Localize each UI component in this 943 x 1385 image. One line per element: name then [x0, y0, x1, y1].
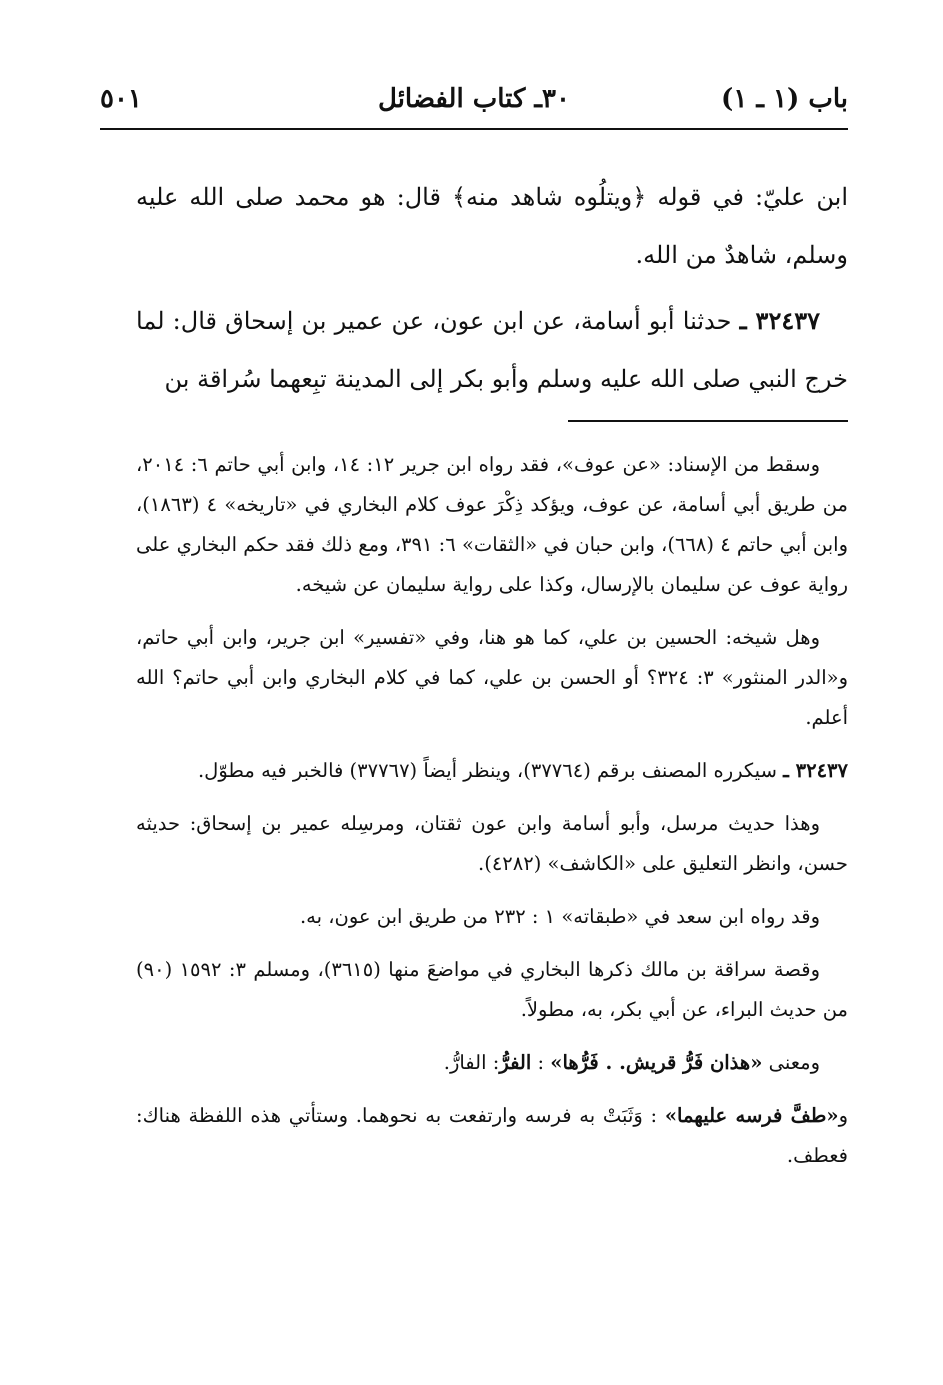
footnote-paragraph-4: وهذا حديث مرسل، وأبو أسامة وابن عون ثقتان، ومرسِله عمير بن إسحاق: حديثه حسن، وانظر التعليق على «الكاشف» (٤٢٨٢).	[136, 812, 848, 875]
footnote-8-phrase: «طفَّ فرسه عليهما»	[664, 1104, 839, 1127]
main-paragraph-2	[136, 292, 848, 408]
footnote-paragraph-5: وقد رواه ابن سعد في «طبقاته» ١ : ٢٣٢ من طريق ابن عون، به.	[299, 905, 820, 928]
header-divider	[100, 128, 848, 130]
footnote-paragraph-7	[136, 1043, 848, 1083]
footnote-divider	[568, 420, 848, 422]
running-header	[100, 80, 848, 120]
footnote-paragraph-6: وقصة سراقة بن مالك ذكرها البخاري في مواضعَ منها (٣٦١٥)، ومسلم ٣: ١٥٩٢ (٩٠) من حديث البراء، عن أبي بكر، به، مطولاً.	[136, 958, 848, 1021]
footnote-paragraph-8	[136, 1096, 848, 1176]
footnote-paragraph-1: وسقط من الإسناد: «عن عوف»، فقد رواه ابن جرير ١٢: ١٤، وابن أبي حاتم ٦: ٢٠١٤، من طريق أبي أسامة، عن عوف، ويؤكد ذِكْرَ عوف كلام البخاري في «تاريخه» ٤ (١٨٦٣)، وابن أبي حاتم ٤ (٦٦٨)، وابن حبان في «الثقات» ٦: ٣٩١، ومع ذلك فقد حكم البخاري على رواية عوف عن سليمان بالإرسال، وكذا على رواية سليمان عن شيخه.	[136, 453, 849, 596]
chapter-label: باب (١ ـ ١)	[721, 84, 848, 114]
footnote-7-term: الفرُّ	[499, 1051, 532, 1074]
footnote-paragraph-3	[136, 751, 848, 791]
footnote-7-end: : الفارُّ.	[443, 1051, 500, 1074]
hadith-text: حدثنا أبو أسامة، عن ابن عون، عن عمير بن إسحاق قال: لما خرج النبي صلى الله عليه وسلم وأبو بكر إلى المدينة تبِعهما سُراقة بن	[136, 307, 848, 393]
footnote-paragraph-2: وهل شيخه: الحسين بن علي، كما هو هنا، وفي «تفسير» ابن جرير، وابن أبي حاتم، و«الدر المنثور» ٣: ٣٢٤؟ أو الحسن بن علي، كما في كلام البخاري وابن أبي حاتم؟ الله أعلم.	[136, 626, 848, 729]
footnote-hadith-number: ٣٢٤٣٧ ـ	[783, 759, 848, 782]
book-title: ٣٠ـ كتاب الفضائل	[378, 84, 570, 114]
footnote-7-sep: :	[531, 1051, 551, 1074]
footnote-7-phrase: «هذان فَرُّ قريش. . فَرُّها»	[550, 1051, 763, 1074]
footnotes	[136, 445, 848, 1189]
footnote-8-lead: و	[838, 1104, 848, 1127]
footnote-text-3: سيكرره المصنف برقم (٣٧٧٦٤)، وينظر أيضاً (٣٧٧٦٧) فالخبر فيه مطوّل.	[197, 759, 784, 782]
hadith-number: ٣٢٤٣٧ ـ	[739, 306, 820, 335]
main-text	[136, 168, 848, 408]
page-number: ٥٠١	[100, 84, 142, 114]
footnote-7-lead: ومعنى	[762, 1051, 820, 1074]
main-paragraph-1: ابن عليّ: في قوله ﴿ويتلُوه شاهد منه﴾ قال: هو محمد صلى الله عليه وسلم، شاهدٌ من الله.	[136, 183, 848, 269]
footnote-8-text: : وَثَبَتْ به فرسه وارتفعت به نحوهما. وستأتي هذه اللفظة هناك: فعطف.	[136, 1104, 848, 1167]
